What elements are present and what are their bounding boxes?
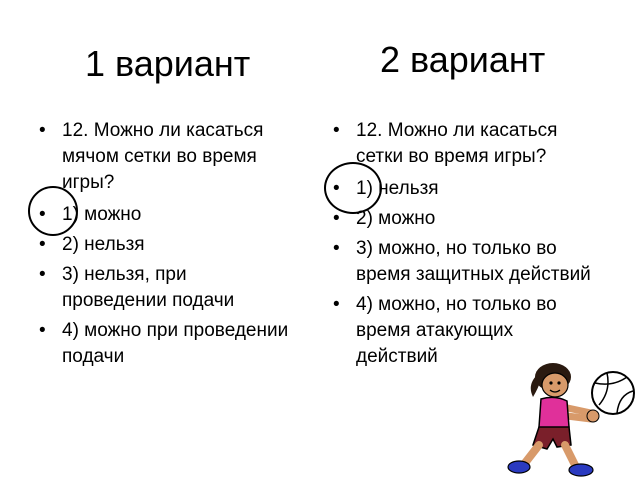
variant-1-title: 1 вариант bbox=[85, 43, 251, 84]
volleyball-girl-icon bbox=[495, 355, 640, 480]
question-text: 12. Можно ли касаться мячом сетки во время игры? bbox=[62, 120, 264, 193]
variant-2-title: 2 вариант bbox=[380, 39, 546, 80]
bullet: • bbox=[333, 120, 340, 141]
bullet: • bbox=[333, 178, 340, 199]
option-text: 1) можно bbox=[62, 204, 142, 225]
option-text: 3) нельзя, при проведении подачи bbox=[62, 264, 235, 311]
option-item bbox=[36, 262, 296, 314]
option-item bbox=[36, 318, 296, 370]
bullet: • bbox=[39, 264, 46, 285]
option-text: 2) можно bbox=[356, 208, 436, 229]
option-text: 4) можно при проведении подачи bbox=[62, 320, 289, 367]
bullet: • bbox=[39, 320, 46, 341]
bullet: • bbox=[39, 120, 46, 141]
question-text: 12. Можно ли касаться сетки во время игры? bbox=[356, 120, 558, 167]
option-item bbox=[36, 202, 296, 228]
option-item bbox=[36, 232, 296, 258]
volleyball-icon bbox=[592, 372, 634, 414]
option-item bbox=[330, 176, 600, 202]
question-item bbox=[330, 118, 600, 170]
variant-2-column bbox=[330, 118, 600, 374]
variant-1-column bbox=[36, 118, 296, 374]
option-text: 3) можно, но только во время защитных действий bbox=[356, 238, 591, 285]
question-item bbox=[36, 118, 296, 196]
bullet: • bbox=[39, 204, 46, 225]
bullet: • bbox=[333, 294, 340, 315]
option-text: 2) нельзя bbox=[62, 234, 145, 255]
option-item bbox=[330, 206, 600, 232]
bullet: • bbox=[39, 234, 46, 255]
option-text: 4) можно, но только во время атакующих действий bbox=[356, 294, 557, 367]
option-item bbox=[330, 236, 600, 288]
option-text: 1) нельзя bbox=[356, 178, 439, 199]
bullet: • bbox=[333, 208, 340, 229]
bullet: • bbox=[333, 238, 340, 259]
